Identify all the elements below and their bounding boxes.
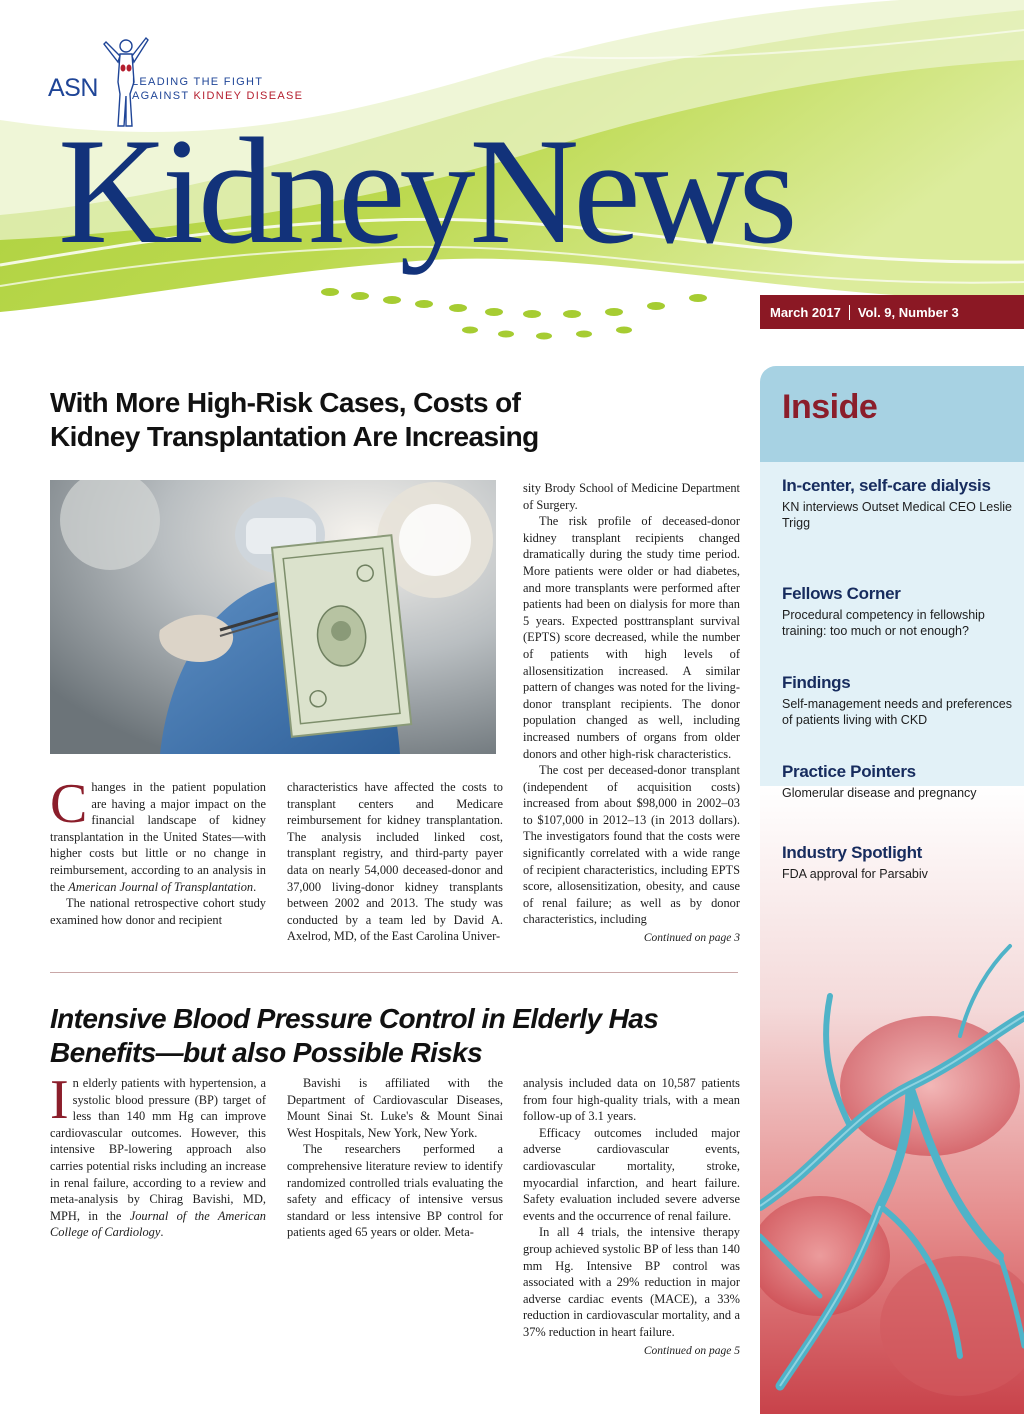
journal-name: Journal of the American College of Cardiology [50, 1208, 266, 1240]
sidebar-item-findings[interactable] [782, 671, 1012, 728]
article1-col3-paragraph-2: The risk profile of deceased-donor kidney transplant recipients changed dramatically during the study time period. More patients were older or had diabetes, and more transplants were performed after patients had been on dialysis for more than 5 years. Expected posttransplant survival (EPTS) score decreased, while the number of patients with high levels of allosensitization increased. A similar pattern of changes was noted for the living-donor transplant recipients. The donor population changed as well, including increased numbers of organs from older donors and other high-risk characteristics. [523, 514, 740, 761]
article2-column-1 [50, 1069, 266, 1241]
issue-separator [849, 305, 850, 320]
article1-headline-line-2: Kidney Transplantation Are Increasing [50, 421, 539, 452]
sidebar-item-desc: Procedural competency in fellowship training: too much or not enough? [782, 608, 985, 638]
article1-col1-paragraph-2: The national retrospective cohort study examined how donor and recipient [50, 896, 266, 927]
tagline-against: AGAINST [132, 90, 194, 102]
continued-on-page-3-link[interactable]: Continued on page 3 [643, 932, 740, 945]
sidebar-item-title: Industry Spotlight [782, 843, 923, 862]
article1-col3-paragraph-1: sity Brody School of Medicine Department of Surgery. [523, 481, 740, 512]
sidebar-item-industry-spotlight[interactable] [782, 841, 1012, 882]
article1-headline[interactable] [50, 386, 730, 454]
sidebar-header [760, 366, 1024, 462]
article1-column-3 [523, 480, 740, 947]
continued-on-page-5-link[interactable]: Continued on page 5 [643, 1344, 740, 1357]
journal-name: American Journal of Transplantation [68, 879, 254, 894]
article2-col1-text-a: n elderly patients with hypertension, a systolic blood pressure (BP) target of less than 140 mm Hg can improve cardiovascular outcomes. However, this intensive BP-lowering approach also carries potential risks including an increase in renal failure, according to a review and meta-analysis by Chirag Bavishi, MD, MPH, in the [50, 1076, 266, 1223]
inside-sidebar [760, 366, 1024, 1414]
article2-column-3 [523, 1075, 740, 1359]
sidebar-item-dialysis[interactable] [782, 474, 1012, 531]
article2-headline-line-1: Intensive Blood Pressure Control in Elderly Has [50, 1003, 659, 1034]
tagline-line-2 [132, 89, 303, 103]
article2-col3-paragraph-2: Efficacy outcomes included major adverse cardiovascular events, cardiovascular mortality, stroke, myocardial infarction, and heart failure. Safety evaluation included severe adverse events and the occurrence of renal failure. [523, 1125, 740, 1223]
article1-col2-paragraph-1: characteristics have affected the costs to transplant centers and Medicare reimbursement for kidney transplantation. The analysis included linked cost, transplant registry, and third-party payer data on nearly 54,000 deceased-donor and 37,000 living-donor kidney transplants between 2002 and 2013. The study was conducted by a team led by David A. Axelrod, MD, of the East Carolina Univer- [287, 780, 503, 944]
article-divider [50, 972, 738, 973]
sidebar-heading: Inside [782, 388, 878, 426]
tagline [132, 75, 303, 103]
article2-col2-paragraph-2: The researchers performed a comprehensive literature review to identify randomized controlled trials evaluating the safety and efficacy of intensive versus standard or less intensive BP control for patients aged 65 years or older. Meta- [287, 1142, 503, 1240]
tagline-kidney-disease: KIDNEY DISEASE [193, 90, 304, 102]
article1-col3-paragraph-3: The cost per deceased-donor transplant (independent of acquisition costs) increased from about $98,000 in 2002–03 to $107,000 in 2012–13 (in 2013 dollars). The investigators found that the costs were significantly correlated with a wide range of recipient characteristics, including EPTS score, allosensitization, obesity, and cause of renal failure; as well as by donor characteristics, including [523, 763, 740, 927]
dropcap-i: I [50, 1069, 69, 1131]
surgeon-dollar-photo [50, 480, 496, 754]
issue-info-bar [760, 295, 1024, 329]
sidebar-item-title: Practice Pointers [782, 762, 916, 781]
sidebar-item-title: Fellows Corner [782, 584, 901, 603]
sidebar-item-desc: FDA approval for Parsabiv [782, 867, 928, 881]
article2-col1-text-b: . [160, 1225, 164, 1240]
article1-col1-text-b: . [253, 879, 257, 894]
article2-col3-paragraph-1: analysis included data on 10,587 patients from four high-quality trials, with a mean follow-up of 3.1 years. [523, 1076, 740, 1124]
masthead [0, 0, 1024, 360]
article2-headline-line-2: Benefits—but also Possible Risks [50, 1037, 483, 1068]
article1-column-2 [287, 779, 503, 945]
article2-col1-paragraph-1 [50, 1069, 266, 1241]
sidebar-item-fellows-corner[interactable] [782, 582, 1012, 639]
sidebar-item-title: Findings [782, 673, 851, 692]
publication-title: KidneyNews [58, 107, 792, 275]
sidebar-item-desc: KN interviews Outset Medical CEO Leslie Trigg [782, 500, 1012, 530]
article2-col3-paragraph-3: In all 4 trials, the intensive therapy group achieved systolic BP of less than 140 mm Hg. Intensive BP control was associated with a 29% reduction in major adverse cardiac events (MACE), a 33% reduction in cardiovascular mortality, and a 37% reduction in heart failure. [523, 1225, 740, 1339]
dropcap-c: C [50, 773, 88, 835]
article1-headline-line-1: With More High-Risk Cases, Costs of [50, 387, 521, 418]
article1-col1-paragraph-1 [50, 773, 266, 895]
sidebar-item-desc: Glomerular disease and pregnancy [782, 786, 977, 800]
sidebar-item-desc: Self-management needs and preferences of patients living with CKD [782, 697, 1013, 727]
article2-headline[interactable] [50, 1002, 730, 1070]
article1-column-1 [50, 773, 266, 928]
article1-col1-text-a: hanges in the patient population are having a major impact on the financial landscape of kidney transplantation in the United States—with higher costs but little or no change in reimbursement, according to an analysis in the [50, 780, 266, 894]
issue-date: March 2017 [770, 304, 841, 320]
sidebar-item-practice-pointers[interactable] [782, 760, 1012, 801]
asn-wordmark: ASN [48, 74, 98, 102]
surgeon-dollar-illustration [50, 480, 496, 754]
issue-volume: Vol. 9, Number 3 [857, 304, 959, 320]
article2-col2-paragraph-1: Bavishi is affiliated with the Department of Cardiovascular Diseases, Mount Sinai St. Luke's & Mount Sinai West Hospitals, New York, New York. [287, 1076, 503, 1140]
tagline-line-1: LEADING THE FIGHT [132, 76, 264, 88]
article2-column-2 [287, 1075, 503, 1241]
sidebar-item-title: In-center, self-care dialysis [782, 476, 991, 495]
